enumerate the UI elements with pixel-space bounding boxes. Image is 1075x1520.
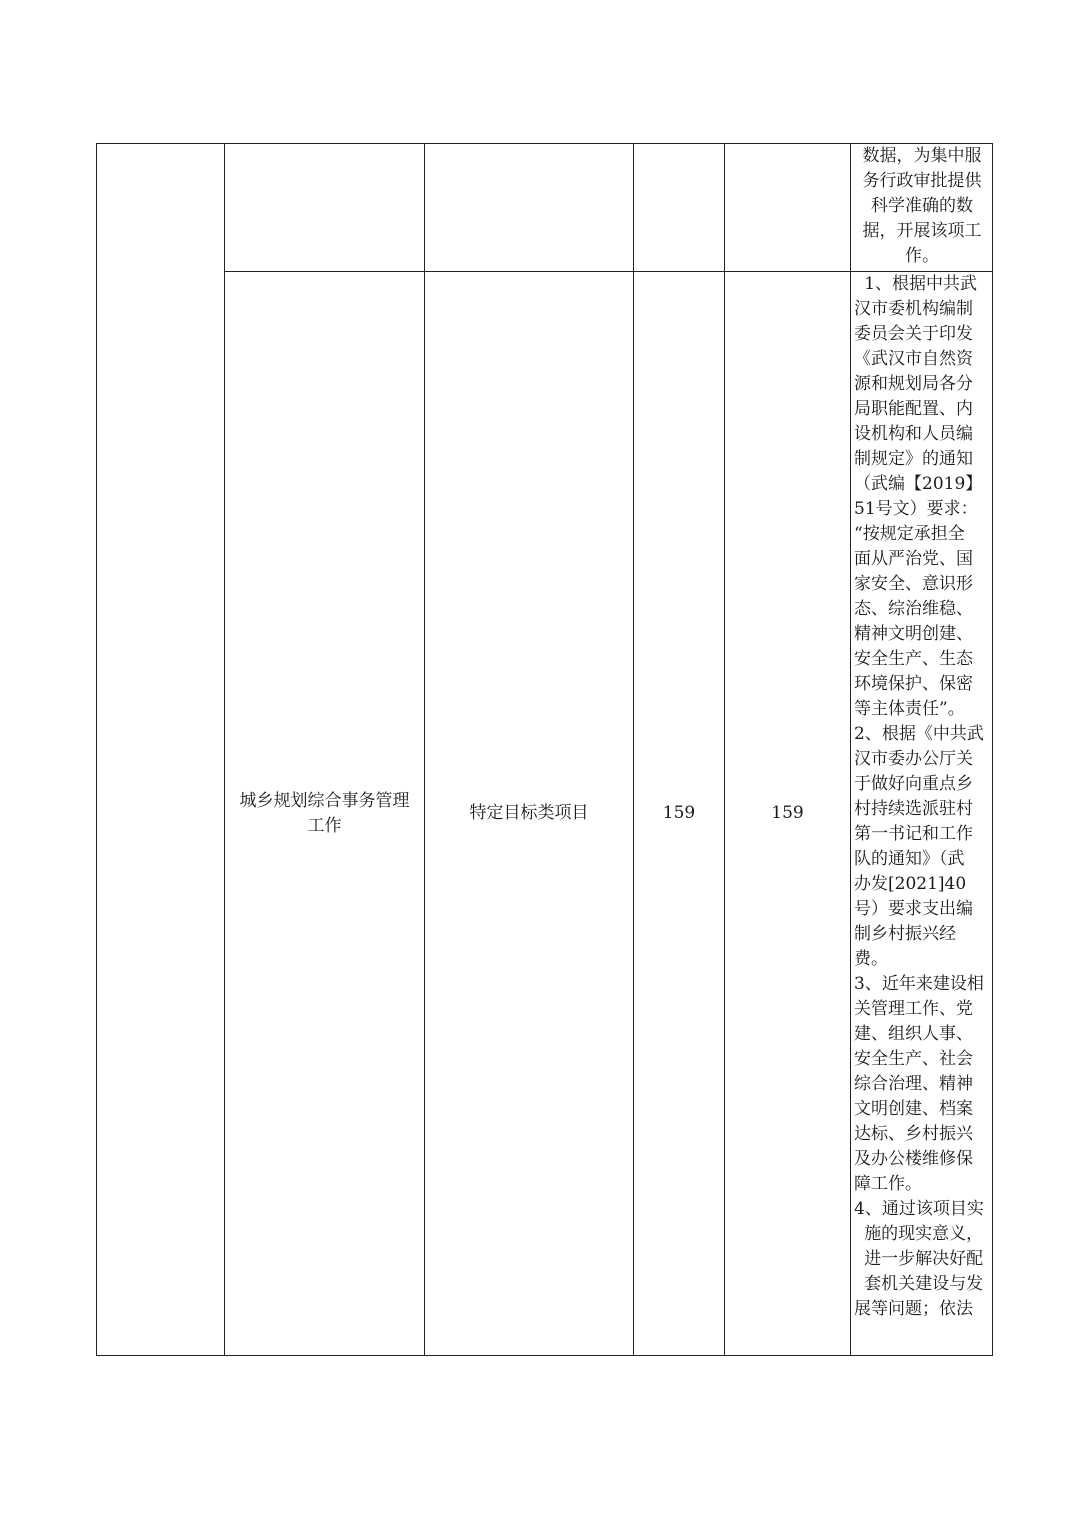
note-line: 文明创建、档案 [854,1099,973,1119]
note-line: 3、近年来建设相 [854,974,984,994]
note-line: 队的通知》（武 [854,849,965,869]
project-name-cell [225,272,425,1356]
note-line: 施的现实意义， [864,1224,984,1244]
note-line: 进一步解决好配 [864,1249,984,1269]
note-line: 达标、乡村振兴 [854,1124,973,1144]
note-line: 于做好向重点乡 [854,774,973,794]
project-type-cell: 特定目标类项目 [425,272,634,1356]
note-line: 作。 [905,246,939,266]
basis-note-text [854,144,990,269]
project-name-cell [225,144,425,272]
project-name: 城乡规划综合事务管理工作 [239,790,410,836]
note-line: 费。 [854,949,888,969]
table-row [97,144,993,272]
amount-cell [725,144,851,272]
note-line: 数据，为集中服 [862,146,982,166]
note-line: 第一书记和工作 [854,824,973,844]
note-line: 据，开展该项工 [862,221,982,241]
note-line: 源和规划局各分 [854,374,973,394]
note-line: 态、综治维稳、 [854,599,973,619]
note-line: 等主体责任”。 [854,699,965,719]
project-budget-table [96,143,993,1356]
note-line: 汉市委机构编制 [854,299,973,319]
category-cell [97,144,225,1356]
table-row [97,272,993,1356]
note-line: 及办公楼维修保 [854,1149,973,1169]
note-line: 安全生产、社会 [854,1049,973,1069]
note-line: 村持续选派驻村 [854,799,973,819]
note-line: 设机构和人员编 [854,424,973,444]
note-line: 2、根据《中共武 [854,724,984,744]
note-line: 务行政审批提供 [862,171,982,191]
note-line: 环境保护、保密 [854,674,973,694]
basis-note-cell [851,144,993,272]
amount-cell: 159 [725,272,851,1356]
note-line: 安全生产、生态 [854,649,973,669]
note-line: 精神文明创建、 [854,624,973,644]
note-line: 综合治理、精神 [854,1074,973,1094]
note-line: 制规定》的通知 [854,449,973,469]
note-line: 面从严治党、国 [854,549,973,569]
note-line: 家安全、意识形 [854,574,973,594]
note-line: 科学准确的数 [871,196,973,216]
note-line: 汉市委办公厅关 [854,749,973,769]
note-line: 委员会关于印发 [854,324,973,344]
note-line: “按规定承担全 [854,524,965,544]
note-line: 局职能配置、内 [854,399,973,419]
amount-cell [634,144,725,272]
note-line: 建、组织人事、 [854,1024,973,1044]
basis-note-cell [851,272,993,1356]
project-type-cell [425,144,634,272]
note-line: 51号文）要求： [854,499,978,519]
note-line: 障工作。 [854,1174,922,1194]
note-line: 1、根据中共武 [864,274,978,294]
basis-note-text [854,272,990,1322]
note-line: 《武汉市自然资 [854,349,973,369]
note-line: （武编【2019】 [854,474,983,494]
note-line: 展等问题；依法 [854,1299,973,1319]
note-line: 关管理工作、党 [854,999,973,1019]
note-line: 办发[2021]40 [854,874,967,894]
note-line: 号）要求支出编 [854,899,973,919]
note-line: 制乡村振兴经 [854,924,956,944]
note-line: 套机关建设与发 [864,1274,984,1294]
note-line: 4、通过该项目实 [854,1199,984,1219]
amount-cell: 159 [634,272,725,1356]
